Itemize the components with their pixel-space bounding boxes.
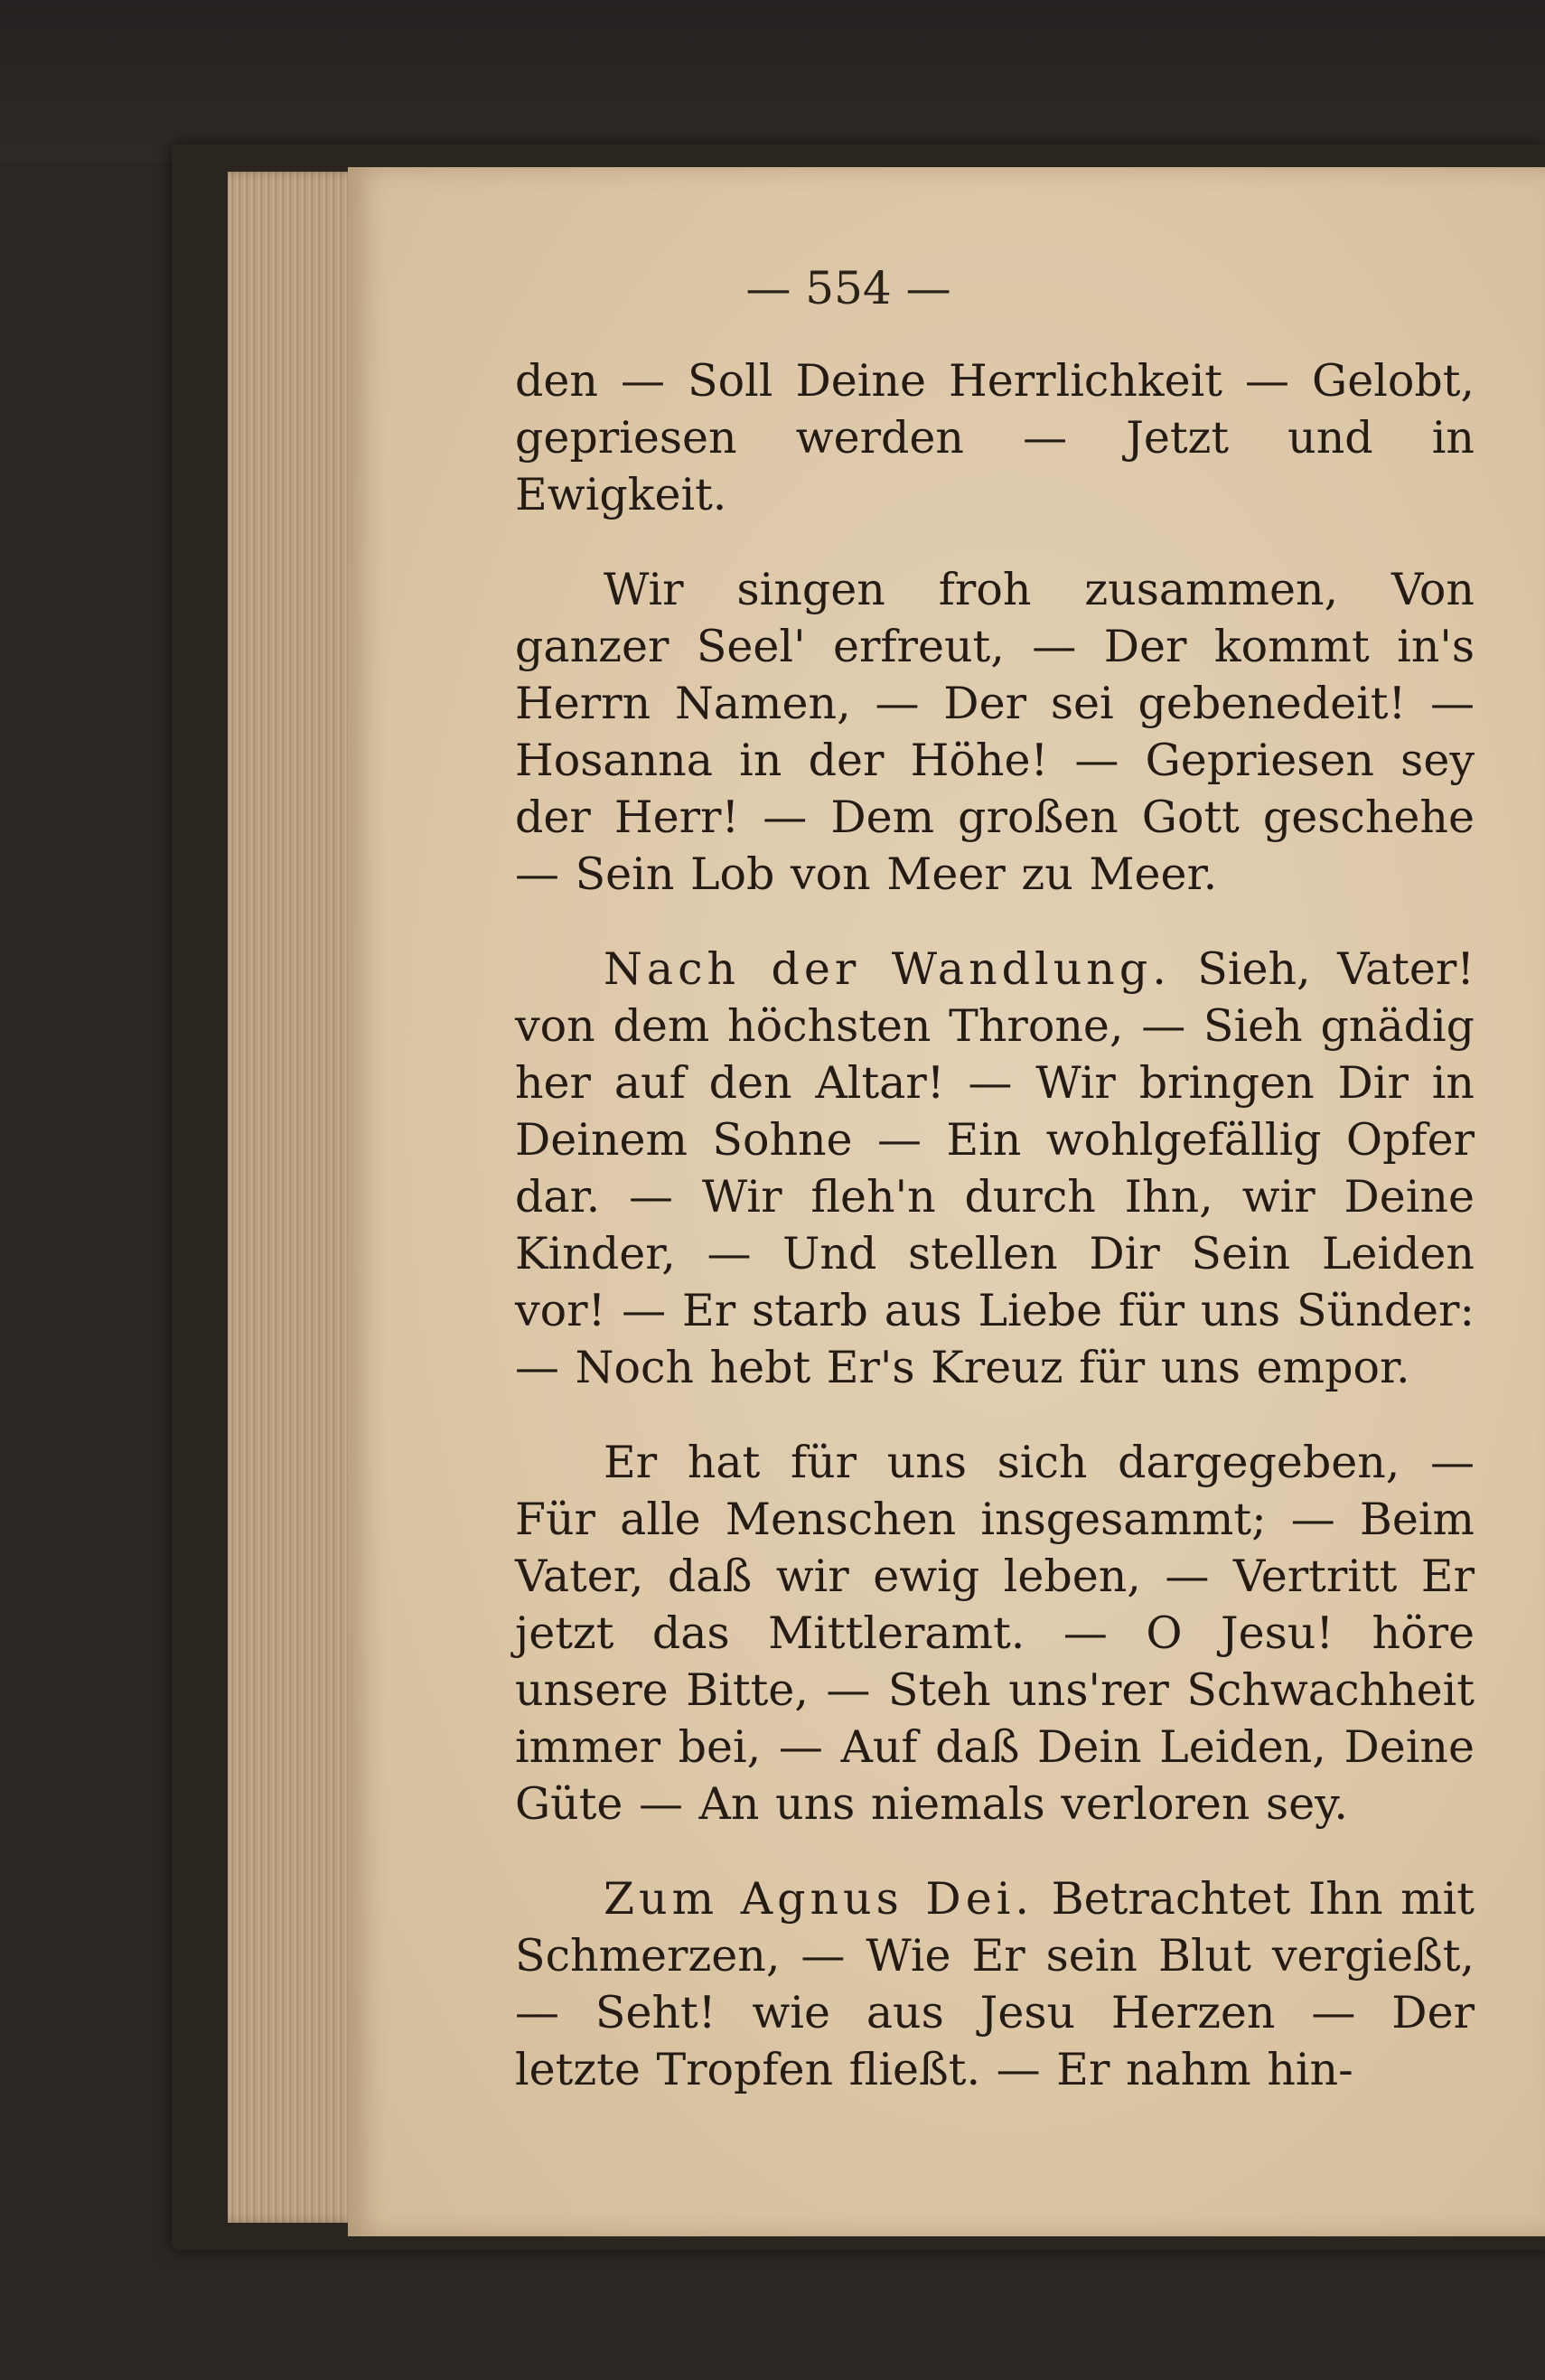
section-heading-nach-der-wandlung: Nach der Wandlung. — [604, 943, 1171, 995]
paragraph-3 — [515, 941, 1475, 1396]
page-edges — [228, 172, 363, 2223]
paragraph-4-text: Er hat für uns sich dargegeben, — Für alle Menschen insgesammt; — Beim Vater, daß wir ewig leben, — Vertritt Er jetzt das Mittleramt. — O Jesu! höre unsere Bitte, — Steh uns'rer Schwachheit immer bei, — Auf daß Dein Leiden, Deine Güte — An uns niemals verloren sey. — [515, 1437, 1475, 1830]
paragraph-4 — [515, 1434, 1475, 1832]
paragraph-5 — [515, 1870, 1475, 2098]
background-surface — [0, 0, 1545, 163]
section-heading-agnus-dei: Zum Agnus Dei. — [604, 1873, 1034, 1925]
page-number: — 554 — — [745, 262, 951, 314]
paragraph-2 — [515, 561, 1475, 903]
paragraph-5-text: Betrachtet Ihn mit Schmerzen, — Wie Er sein Blut vergießt, — Seht! wie aus Jesu Herzen — Der letzte Tropfen fließt. — Er nahm hin- — [515, 1873, 1475, 2095]
paragraph-2-text: Wir singen froh zusammen, Von ganzer Seel' erfreut, — Der kommt in's Herrn Namen, — Der sei gebenedeit! — Hosanna in der Höhe! — Gepriesen sey der Herr! — Dem großen Gott geschehe — Sein Lob von Meer zu Meer. — [515, 564, 1475, 900]
paragraph-3-text: Sieh, Vater! von dem höchsten Throne, — Sieh gnädig her auf den Altar! — Wir bringen Dir in Deinem Sohne — Ein wohlgefällig Opfer dar. — Wir fleh'n durch Ihn, wir Deine Kinder, — Und stellen Dir Sein Leiden vor! — Er starb aus Liebe für uns Sünder: — Noch hebt Er's Kreuz für uns empor. — [515, 943, 1475, 1393]
page-text — [515, 352, 1475, 2136]
paragraph-1-text: den — Soll Deine Herrlichkeit — Gelobt, gepriesen werden — Jetzt und in Ewigkeit. — [515, 355, 1475, 520]
paragraph-1 — [515, 352, 1475, 523]
